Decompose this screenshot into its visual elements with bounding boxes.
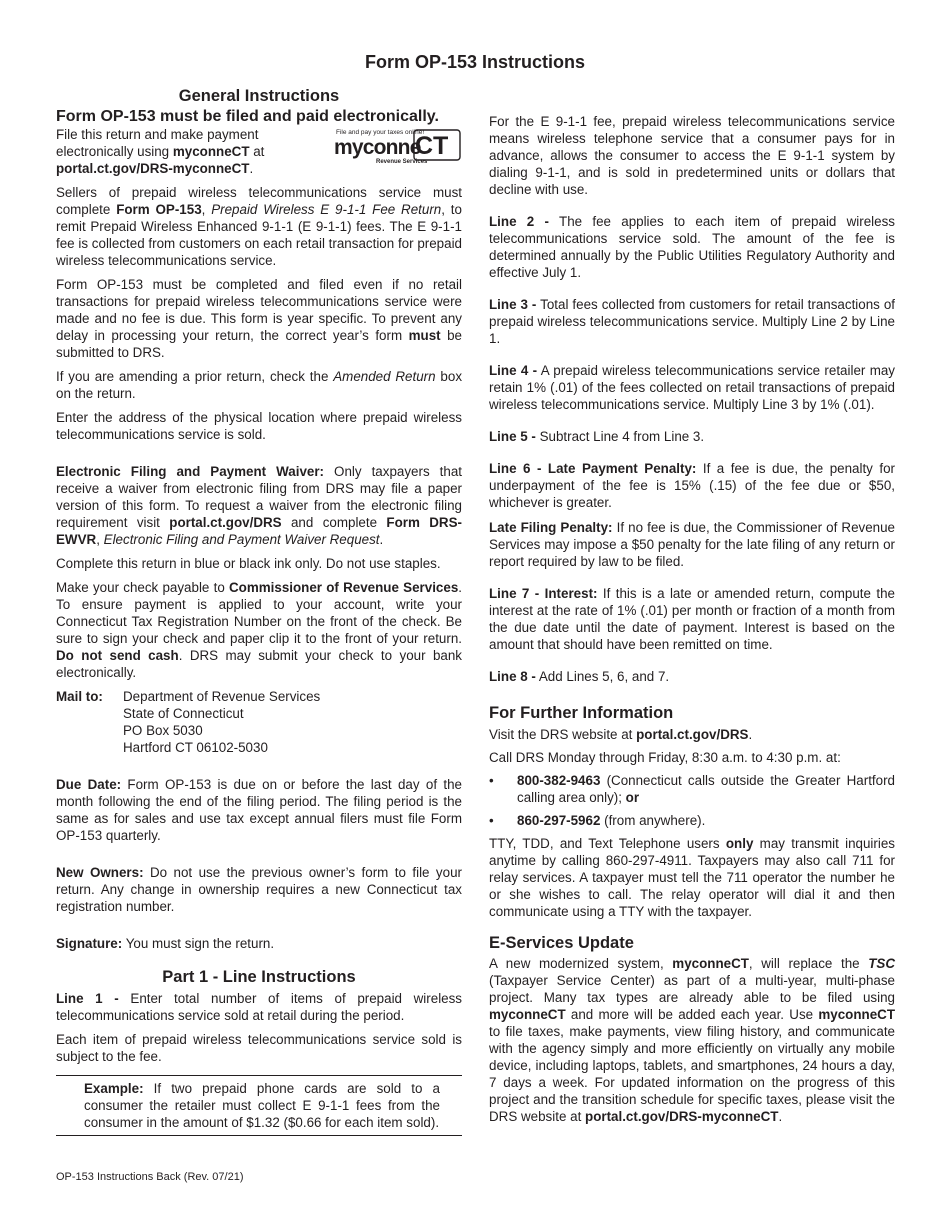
sellers-paragraph: Sellers of prepaid wireless telecommunications service must complete Form OP-153, Prepaid Wireless E 9-1-1 Fee Return, to remit Prepaid Wireless Enhanced 9-1-1 (E 9-1-1) fees. The E 9-1-1 fee is collected from customers on each retail transaction for prepaid wireless telecommunications service. <box>56 185 462 268</box>
amending-paragraph: If you are amending a prior return, check the Amended Return box on the return. <box>56 369 463 401</box>
completion-paragraph: Form OP-153 must be completed and filed even if no retail transactions for prepaid wireless telecommunications service were made and no fee is due. This form is year specific. To prevent any delay in processing your return, the correct year’s form must be submitted to DRS. <box>56 277 462 360</box>
myconnect-website-link[interactable]: portal.ct.gov/DRS-myconneCT <box>585 1109 779 1124</box>
must-file-electronically-heading: Form OP-153 must be filed and paid electronically. <box>56 108 439 125</box>
logo-sub: Revenue Services <box>376 159 428 164</box>
each-item-paragraph: Each item of prepaid wireless telecommunications service sold is subject to the fee. <box>56 1032 462 1064</box>
line4-paragraph: Line 4 - A prepaid wireless telecommunications service retailer may retain 1% (.01) of the fees collected on retail transactions of prepaid wireless telecommunications service. Multiply Line 3 by 1% (.01). <box>489 363 895 412</box>
bullet-icon: • <box>489 773 494 788</box>
new-owners-paragraph: New Owners: Do not use the previous owner’s form to file your return. Any change in ownership requires a new Connecticut tax registration number. <box>56 865 462 914</box>
page-footer: OP-153 Instructions Back (Rev. 07/21) <box>56 1171 244 1183</box>
eservices-heading: E-Services Update <box>489 934 634 952</box>
drs-link[interactable]: portal.ct.gov/DRS <box>169 515 282 530</box>
efile-text: File this return and make payment electronically using myconneCT at portal.ct.gov/DRS-myconneCT. <box>56 127 265 176</box>
further-information-heading: For Further Information <box>489 704 674 722</box>
late-filing-paragraph: Late Filing Penalty: If no fee is due, the Commissioner of Revenue Services may impose a $50 penalty for the late filing of any return or report required by law to be filed. <box>489 520 895 569</box>
mail-line: PO Box 5030 <box>123 723 203 738</box>
part1-heading: Part 1 - Line Instructions <box>162 968 356 986</box>
logo-tagline: File and pay your taxes online! <box>336 129 425 136</box>
myconnect-logo <box>334 126 462 164</box>
phone-bullet-1: • 800-382-9463 (Connecticut calls outside the Greater Hartford calling area only); or <box>489 773 895 805</box>
line6-paragraph: Line 6 - Late Payment Penalty: If a fee is due, the penalty for underpayment of the fee is 15% (.15) of the fee due or $50, whichever is greater. <box>489 461 896 510</box>
left-column <box>56 88 462 1136</box>
tty-paragraph: TTY, TDD, and Text Telephone users only may transmit inquiries anytime by calling 860-297-4911. Taxpayers may also call 711 for relay services. A taxpayer must tell the 711 operator the number he or she wishes to call. The relay operator will dial it and then communicate using a TTY with the taxpayer. <box>489 836 895 919</box>
eservices-paragraph: A new modernized system, myconneCT, will replace the TSC (Taxpayer Service Center) as part of a multi-year, multi-phase project. Many tax types are already able to be filed using myconneCT and more will be added each year. Use myconneCT to file taxes, make payments, view filing history, and communicate with the agency simply and more efficiently on virtually any mobile device, including laptops, tablets, and smartphones, 24 hours a day, 7 days a week. For updated information on the progress of this project and the transition schedule for specific taxes, please visit the DRS website at portal.ct.gov/DRS-myconneCT. <box>489 956 895 1124</box>
drs-website-link[interactable]: portal.ct.gov/DRS <box>636 727 749 742</box>
check-paragraph: Make your check payable to Commissioner of Revenue Services. To ensure payment is applied to your account, write your Connecticut Tax Registration Number on the front of the check. Be sure to sign your check and paper clip it to the front of your return. Do not send cash. DRS may submit your check to your bank electronically. <box>56 580 462 680</box>
signature-paragraph: Signature: You must sign the return. <box>56 936 275 951</box>
line7-paragraph: Line 7 - Interest: If this is a late or amended return, compute the interest at the rate of 1% (.01) per month or fraction of a month from the due date until the date of payment. Interest is based on the amount that should have been remitted on time. <box>489 586 895 652</box>
phone-bullet-2: • 860-297-5962 (from anywhere). <box>489 813 706 828</box>
mail-line: Hartford CT 06102-5030 <box>123 740 268 755</box>
mail-to-label: Mail to: <box>56 689 103 704</box>
visit-paragraph: Visit the DRS website at portal.ct.gov/DRS. <box>489 727 753 742</box>
right-column <box>489 113 895 1125</box>
address-paragraph: Enter the address of the physical location where prepaid wireless telecommunications service is sold. <box>56 410 462 442</box>
ink-paragraph: Complete this return in blue or black ink only. Do not use staples. <box>56 556 441 571</box>
line1-paragraph: Line 1 - Enter total number of items of prepaid wireless telecommunications service sold at retail during the period. <box>56 991 463 1023</box>
efile-block <box>56 126 462 184</box>
page-title: Form OP-153 Instructions <box>364 52 586 72</box>
mail-line: Department of Revenue Services <box>123 689 321 704</box>
call-paragraph: Call DRS Monday through Friday, 8:30 a.m. to 4:30 p.m. at: <box>489 750 841 765</box>
example-box: Example: If two prepaid phone cards are sold to a consumer the retailer must collect E 9-1-1 fees from the consumer in the amount of $1.32 ($0.66 for each item sold). <box>56 1075 462 1136</box>
line5-paragraph: Line 5 - Subtract Line 4 from Line 3. <box>489 429 705 444</box>
general-instructions-heading: General Instructions <box>178 87 340 105</box>
logo-name-b: CT <box>415 132 449 160</box>
line3-paragraph: Line 3 - Total fees collected from customers for retail transactions of prepaid wireless telecommunications service. Multiply Line 2 by Line 1. <box>489 297 896 346</box>
bullet-icon: • <box>489 813 494 828</box>
mail-to-block <box>56 688 462 756</box>
e911-definition: For the E 9-1-1 fee, prepaid wireless telecommunications service means wireless telephone service that a consumer pays for in advance, allows the consumer to access the E 9-1-1 system by dialing 9-1-1, and is sold in predetermined units or dollars that decline with use. <box>489 114 895 197</box>
line8-paragraph: Line 8 - Add Lines 5, 6, and 7. <box>489 669 670 684</box>
mail-line: State of Connecticut <box>123 706 244 721</box>
line2-paragraph: Line 2 - The fee applies to each item of prepaid wireless telecommunications service sold. The amount of the fee is determined annually by the Public Utilities Regulatory Authority and effective July 1. <box>489 214 896 280</box>
waiver-paragraph: Electronic Filing and Payment Waiver: Only taxpayers that receive a waiver from electronic filing from DRS may file a paper version of this form. To request a waiver from the electronic filing requirement visit portal.ct.gov/DRS and complete Form DRS-EWVR, Electronic Filing and Payment Waiver Request. <box>56 464 462 547</box>
due-date-paragraph: Due Date: Form OP-153 is due on or before the last day of the month following the end of the filing period. The filing period is the same as for sales and use tax except annual filers must file Form OP-153 quarterly. <box>56 777 462 843</box>
myconnect-link[interactable]: portal.ct.gov/DRS-myconneCT <box>56 161 250 176</box>
logo-name-a: myconne <box>334 136 421 159</box>
mail-address <box>123 688 320 756</box>
